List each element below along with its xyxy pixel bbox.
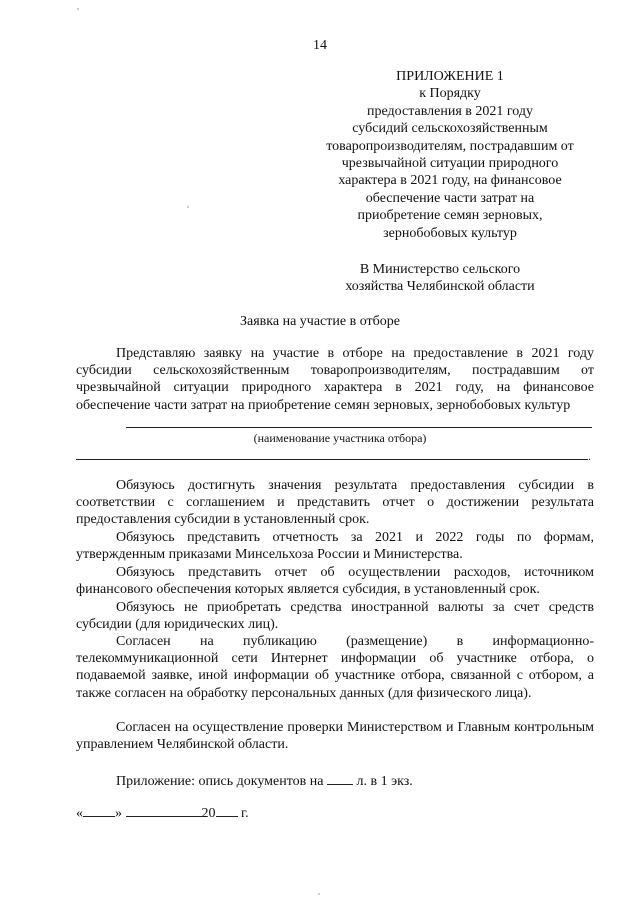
intro-last-word: культур	[524, 397, 571, 413]
participant-name-caption: (наименование участника отбора)	[253, 431, 427, 445]
appendix-line: субсидий сельскохозяйственным	[352, 121, 548, 137]
enclosure-suffix: 1 экз.	[380, 774, 413, 789]
participant-name-field-continued[interactable]	[76, 459, 588, 460]
document-title: Заявка на участие в отборе	[240, 314, 400, 329]
commitment-paragraph: Обязуюсь достигнуть значения результата предоставления субсидии в соответствии с соглашением и представить отчет о достижении результата предоставления субсидии в установленный срок.	[76, 478, 594, 528]
appendix-line: зернобобовых культур	[383, 225, 517, 241]
appendix-line: приобретение семян зерновых,	[357, 208, 543, 224]
scan-speck	[77, 8, 79, 10]
addressee-line: В Министерство сельского	[359, 262, 521, 277]
appendix-line: к Порядку	[419, 86, 481, 102]
page-number: 14	[313, 38, 327, 53]
commitment-paragraph: Обязуюсь представить отчетность за 2021 и 2022 годы по формам, утвержденным приказами Минсельхоза России и Министерства.	[76, 530, 594, 563]
month-field[interactable]	[126, 804, 202, 817]
date-line	[76, 804, 249, 822]
scan-speck	[187, 206, 189, 208]
addressee-line: хозяйства Челябинской области	[345, 279, 535, 294]
appendix-heading	[300, 68, 600, 242]
commitment-paragraph: Согласен на публикацию (размещение) в информационно-телекоммуникационной сети Интернет информации об участнике отбора, о подаваемой заявке, иной информации об участнике отбора, связанной с отбором, а также согласен на обработку персональных данных (для физического лица).	[76, 634, 594, 701]
year-prefix: 20	[201, 806, 216, 821]
intro-text: Представляю заявку на участие в отборе на предоставление в 2021 году субсидии сельскохозяйственным товаропроизводителям, пострадавшим от чрезвычайной ситуации природного характера в 2021 году, на финансовое обеспечение части затрат на приобретение семян зерновых, зернобобовых	[76, 346, 594, 413]
intro-paragraph	[76, 345, 594, 414]
commitment-paragraph: Обязуюсь не приобретать средства иностранной валюты за счет средств субсидии (для юридических лиц).	[76, 600, 594, 633]
appendix-line: товаропроизводителям, пострадавшим от	[326, 138, 574, 154]
year-suffix: г.	[241, 806, 249, 821]
enclosure-middle: л. в	[356, 774, 378, 789]
scan-speck	[318, 893, 320, 895]
day-field[interactable]	[83, 804, 115, 817]
sheet-count-field[interactable]	[327, 772, 353, 785]
appendix-line: чрезвычайной ситуации природного	[341, 156, 559, 172]
appendix-line: предоставления в 2021 году	[367, 103, 533, 119]
addressee-block	[320, 261, 560, 295]
date-close-quote: »	[115, 806, 122, 821]
year-field[interactable]	[216, 804, 238, 817]
enclosure-line	[116, 772, 413, 790]
appendix-line: обеспечение части затрат на	[365, 190, 535, 206]
commitment-paragraph: Согласен на осуществление проверки Министерством и Главным контрольным управлением Челябинской области.	[76, 720, 594, 753]
commitment-paragraph: Обязуюсь представить отчет об осуществлении расходов, источником финансового обеспечения которых является субсидия, в установленный срок.	[76, 565, 594, 598]
participant-name-field[interactable]	[126, 427, 592, 428]
appendix-line: характера в 2021 году, на финансовое	[338, 173, 562, 189]
enclosure-prefix: Приложение: опись документов на	[116, 774, 324, 789]
date-open-quote: «	[76, 806, 83, 821]
appendix-line: ПРИЛОЖЕНИЕ 1	[396, 69, 504, 84]
line-end-mark: .	[588, 449, 591, 463]
